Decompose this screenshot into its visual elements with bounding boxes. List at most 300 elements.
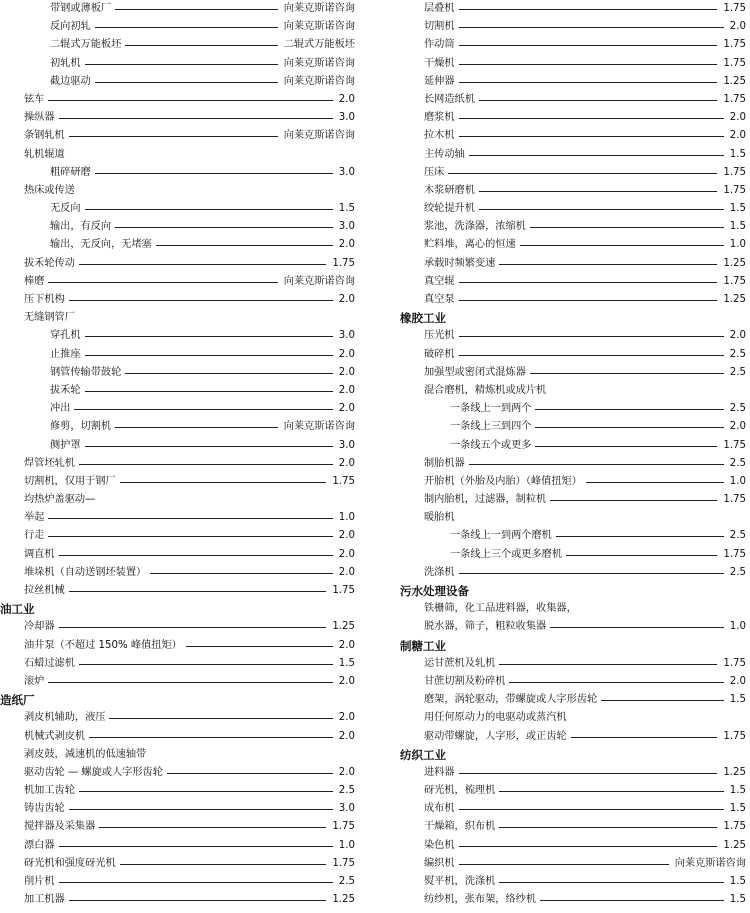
leader-line xyxy=(469,155,724,156)
table-row xyxy=(0,618,355,636)
service-factor-value: 2.0 xyxy=(727,673,746,691)
item-label: 铁栅筛，化工品进料器，收集器， xyxy=(424,603,577,615)
service-factor-value: 1.0 xyxy=(336,837,355,855)
item-label: 洗涤机 xyxy=(424,566,455,578)
table-row xyxy=(0,364,355,382)
leader-line xyxy=(499,264,717,265)
item-label: 一条线五个或更多 xyxy=(450,439,532,451)
item-label: 暖胎机 xyxy=(424,512,455,524)
leader-line xyxy=(459,773,718,774)
leader-line xyxy=(459,118,724,119)
item-label: 冷却器 xyxy=(24,621,55,633)
item-label: 脱水器，筛子，粗粒收集器 xyxy=(424,621,547,633)
table-row xyxy=(400,255,746,273)
service-factor-value: 1.25 xyxy=(720,255,746,273)
item-label: 纺纱机，张布架，络纱机 xyxy=(424,894,537,906)
service-factor-value: 1.75 xyxy=(720,728,746,746)
table-row xyxy=(0,36,355,54)
leader-line xyxy=(59,882,333,883)
leader-line xyxy=(115,427,278,428)
service-factor-value: 2.0 xyxy=(336,382,355,400)
table-row xyxy=(400,327,746,345)
table-row xyxy=(400,400,746,418)
leader-line xyxy=(99,827,326,828)
item-label: 主传动轴 xyxy=(424,148,465,160)
leader-line xyxy=(156,245,333,246)
item-label: 贮料堆，离心的恒速 xyxy=(424,239,516,251)
service-factor-value: 1.5 xyxy=(727,873,746,891)
item-label: 均热炉盖驱动— xyxy=(24,494,96,506)
table-row xyxy=(400,91,746,109)
leader-line xyxy=(48,536,332,537)
leader-line xyxy=(69,300,333,301)
service-factor-value: 向莱克斯诺咨询 xyxy=(281,0,355,18)
item-label: 制胎机器 xyxy=(424,457,465,469)
item-label: 拔禾轮 xyxy=(50,384,81,396)
table-row xyxy=(400,782,746,800)
table-row xyxy=(400,855,746,873)
item-label: 压下机构 xyxy=(24,294,65,305)
leader-line xyxy=(48,282,277,283)
item-label: 加强型或密闭式混炼器 xyxy=(424,366,526,378)
leader-line xyxy=(95,27,278,28)
item-label: 调直机 xyxy=(24,548,55,560)
service-factor-value: 3.0 xyxy=(336,164,355,182)
item-label: 钢管传输带鼓轮 xyxy=(50,366,122,378)
service-factor-value: 1.75 xyxy=(720,0,746,18)
leader-line xyxy=(79,791,333,792)
table-row xyxy=(400,73,746,91)
service-factor-value: 1.0 xyxy=(336,509,355,527)
leader-line xyxy=(48,518,332,519)
service-factor-value: 1.75 xyxy=(720,546,746,564)
leader-line xyxy=(79,264,326,265)
item-label: 铉车 xyxy=(24,93,45,105)
leader-line xyxy=(48,682,332,683)
table-row xyxy=(400,728,746,746)
item-label: 油井泵（不超过 150% 峰值扭矩） xyxy=(24,639,182,651)
service-factor-value: 1.5 xyxy=(336,655,355,673)
table-row xyxy=(0,655,355,673)
leader-line xyxy=(566,555,717,556)
table-row xyxy=(0,437,355,455)
service-factor-value: 向莱克斯诺咨询 xyxy=(281,18,355,36)
leader-line xyxy=(85,391,333,392)
service-factor-value: 1.75 xyxy=(720,182,746,200)
item-label: 砑光机和强度砑光机 xyxy=(24,857,116,869)
table-row xyxy=(400,218,746,236)
item-label: 修剪，切割机 xyxy=(50,421,112,433)
item-label: 压床 xyxy=(424,166,445,178)
table-row xyxy=(400,764,746,782)
leader-line xyxy=(459,809,724,810)
service-factor-value: 2.5 xyxy=(727,564,746,582)
service-factor-value: 1.75 xyxy=(720,818,746,836)
section-title: 油工业 xyxy=(0,602,35,617)
table-row xyxy=(400,364,746,382)
leader-line xyxy=(479,191,717,192)
table-row xyxy=(0,382,355,400)
leader-line xyxy=(85,446,333,447)
leader-line xyxy=(89,737,333,738)
leader-line xyxy=(59,118,333,119)
service-factor-value: 3.0 xyxy=(336,327,355,345)
service-factor-value: 2.0 xyxy=(336,400,355,418)
service-factor-value: 1.75 xyxy=(720,491,746,509)
service-factor-value: 2.5 xyxy=(727,346,746,364)
service-factor-value: 2.0 xyxy=(336,364,355,382)
item-label: 输出，无反向，无堵塞 xyxy=(50,239,152,251)
service-factor-value: 2.0 xyxy=(336,291,355,309)
table-row xyxy=(400,600,746,618)
table-row xyxy=(400,0,746,18)
item-label: 反向初轧 xyxy=(50,21,91,33)
leader-line xyxy=(459,864,669,865)
service-factor-value: 1.75 xyxy=(720,164,746,182)
service-factor-value: 3.0 xyxy=(336,437,355,455)
item-label: 长网造纸机 xyxy=(424,93,475,105)
item-label: 切割机，仅用于钢厂 xyxy=(24,475,116,487)
service-factor-value: 2.0 xyxy=(336,91,355,109)
leader-line xyxy=(479,100,717,101)
service-factor-value: 1.0 xyxy=(727,618,746,636)
leader-line xyxy=(459,573,724,574)
item-label: 磨架，涡轮驱动，带螺旋或人字形齿轮 xyxy=(424,694,598,706)
service-factor-value: 1.25 xyxy=(329,891,355,909)
table-row xyxy=(400,291,746,309)
right-column xyxy=(400,0,746,909)
leader-line xyxy=(459,82,718,83)
table-row xyxy=(400,437,746,455)
leader-line xyxy=(479,209,724,210)
service-factor-value: 1.75 xyxy=(329,582,355,600)
item-label: 一条线上三到四个 xyxy=(450,421,532,433)
leader-line xyxy=(95,82,278,83)
table-row xyxy=(400,837,746,855)
item-label: 运甘蔗机及轧机 xyxy=(424,657,496,669)
item-label: 干燥机 xyxy=(424,57,455,69)
service-factor-value: 2.0 xyxy=(336,709,355,727)
item-label: 穿孔机 xyxy=(50,330,81,342)
table-row xyxy=(0,418,355,436)
table-row xyxy=(0,782,355,800)
item-label: 石蜡过滤机 xyxy=(24,657,75,669)
service-factor-value: 2.5 xyxy=(727,455,746,473)
service-factor-value: 2.0 xyxy=(336,455,355,473)
service-factor-value: 2.5 xyxy=(336,782,355,800)
section-heading xyxy=(400,637,746,655)
item-label: 混合磨机，精炼机或成片机 xyxy=(424,384,547,396)
service-factor-value: 1.5 xyxy=(727,691,746,709)
table-row xyxy=(0,18,355,36)
service-factor-value: 1.75 xyxy=(329,255,355,273)
item-label: 行走 xyxy=(24,530,45,542)
item-label: 染色机 xyxy=(424,839,455,851)
leader-line xyxy=(85,336,333,337)
table-row xyxy=(400,418,746,436)
leader-line xyxy=(499,882,723,883)
service-factor-value: 1.75 xyxy=(329,473,355,491)
service-factor-value: 2.0 xyxy=(336,673,355,691)
item-label: 承载时频繁变速 xyxy=(424,257,496,269)
section-heading xyxy=(400,582,746,600)
table-row xyxy=(0,291,355,309)
section-heading xyxy=(0,691,355,709)
table-row xyxy=(400,491,746,509)
item-label: 截边驱动 xyxy=(50,75,91,87)
table-row xyxy=(400,164,746,182)
item-label: 一条线上一到两个磨机 xyxy=(450,530,552,542)
table-row xyxy=(0,564,355,582)
service-factor-value: 1.5 xyxy=(727,800,746,818)
leader-line xyxy=(95,173,333,174)
table-row xyxy=(0,400,355,418)
table-row xyxy=(0,309,355,327)
item-label: 无反向 xyxy=(50,203,81,215)
leader-line xyxy=(115,9,278,10)
leader-line xyxy=(535,427,723,428)
table-row xyxy=(400,873,746,891)
left-column xyxy=(0,0,355,909)
table-row xyxy=(0,455,355,473)
table-row xyxy=(0,127,355,145)
item-label: 压光机 xyxy=(424,330,455,342)
service-factor-value: 2.0 xyxy=(727,18,746,36)
item-label: 切割机 xyxy=(424,21,455,33)
service-factor-value: 3.0 xyxy=(336,218,355,236)
table-row xyxy=(400,618,746,636)
item-label: 层叠机 xyxy=(424,3,455,14)
leader-line xyxy=(59,846,333,847)
leader-line xyxy=(499,664,717,665)
leader-line xyxy=(69,809,333,810)
leader-line xyxy=(530,373,724,374)
item-label: 举起 xyxy=(24,512,45,524)
service-factor-value: 1.5 xyxy=(727,200,746,218)
service-factor-value: 2.0 xyxy=(727,418,746,436)
table-row xyxy=(0,200,355,218)
leader-line xyxy=(167,773,333,774)
leader-line xyxy=(459,282,718,283)
item-label: 用任何原动力的电驱动或蒸汽机 xyxy=(424,712,567,724)
table-row xyxy=(0,728,355,746)
table-row xyxy=(0,164,355,182)
item-label: 干燥箱，织布机 xyxy=(424,821,496,833)
item-label: 拔禾轮传动 xyxy=(24,257,75,269)
leader-line xyxy=(459,300,718,301)
service-factor-value: 2.0 xyxy=(336,564,355,582)
section-title: 造纸厂 xyxy=(0,693,35,708)
item-label: 延伸器 xyxy=(424,75,455,87)
service-factor-value: 1.75 xyxy=(720,273,746,291)
table-row xyxy=(0,582,355,600)
service-factor-value: 1.5 xyxy=(727,891,746,909)
table-row xyxy=(0,146,355,164)
item-label: 冲出 xyxy=(50,403,71,415)
item-label: 进料器 xyxy=(424,766,455,778)
service-factor-value: 3.0 xyxy=(336,109,355,127)
item-label: 开胎机（外胎及内胎）（峰值扭矩） xyxy=(424,475,582,487)
section-heading xyxy=(400,309,746,327)
table-row xyxy=(0,837,355,855)
leader-line xyxy=(85,64,278,65)
item-label: 漂白器 xyxy=(24,839,55,851)
service-factor-value: 向莱克斯诺咨询 xyxy=(281,73,355,91)
item-label: 止推座 xyxy=(50,348,81,360)
leader-line xyxy=(150,573,333,574)
leader-line xyxy=(125,45,277,46)
leader-line xyxy=(459,27,724,28)
table-row xyxy=(0,709,355,727)
section-title: 纺织工业 xyxy=(400,747,446,762)
leader-line xyxy=(125,373,332,374)
service-factor-value: 二辊式万能板坯 xyxy=(281,36,355,54)
leader-line xyxy=(85,209,333,210)
leader-line xyxy=(550,500,717,501)
table-row xyxy=(0,491,355,509)
item-label: 棒磨 xyxy=(24,275,45,287)
leader-line xyxy=(469,464,724,465)
leader-line xyxy=(499,827,717,828)
leader-line xyxy=(535,446,717,447)
leader-line xyxy=(459,846,718,847)
item-label: 焊管坯轧机 xyxy=(24,457,75,469)
section-title: 制糖工业 xyxy=(400,638,446,653)
table-row xyxy=(0,346,355,364)
section-title: 橡胶工业 xyxy=(400,311,446,326)
item-label: 木浆研磨机 xyxy=(424,184,475,196)
item-label: 初轧机 xyxy=(50,57,81,69)
section-title: 污水处理设备 xyxy=(400,584,469,598)
table-row xyxy=(0,746,355,764)
leader-line xyxy=(459,355,724,356)
table-row xyxy=(400,182,746,200)
item-label: 无缝钢管厂 xyxy=(24,312,75,324)
table-row xyxy=(400,455,746,473)
item-label: 真空泵 xyxy=(424,294,455,305)
leader-line xyxy=(79,664,333,665)
service-factor-value: 2.0 xyxy=(336,546,355,564)
table-row xyxy=(400,709,746,727)
table-row xyxy=(400,273,746,291)
leader-line xyxy=(69,591,327,592)
service-factor-value: 1.25 xyxy=(720,837,746,855)
table-row xyxy=(400,382,746,400)
service-factor-value: 1.75 xyxy=(329,855,355,873)
section-heading xyxy=(400,746,746,764)
leader-line xyxy=(115,227,333,228)
service-factor-value: 2.0 xyxy=(336,637,355,655)
table-row xyxy=(0,509,355,527)
table-row xyxy=(0,55,355,73)
leader-line xyxy=(459,136,724,137)
table-row xyxy=(0,255,355,273)
table-row xyxy=(0,91,355,109)
item-label: 滚炉 xyxy=(24,675,45,687)
leader-line xyxy=(530,227,724,228)
service-factor-value: 1.0 xyxy=(727,473,746,491)
leader-line xyxy=(550,627,724,628)
table-row xyxy=(400,146,746,164)
leader-line xyxy=(556,536,724,537)
item-label: 二辊式万能板坯 xyxy=(50,39,122,51)
service-factor-value: 1.75 xyxy=(720,55,746,73)
table-row xyxy=(400,18,746,36)
table-row xyxy=(0,637,355,655)
service-factor-value: 向莱克斯诺咨询 xyxy=(281,55,355,73)
service-factor-value: 1.0 xyxy=(727,236,746,254)
leader-line xyxy=(520,245,724,246)
item-label: 驱动带螺旋，人字形，或正齿轮 xyxy=(424,730,567,742)
service-factor-value: 向莱克斯诺咨询 xyxy=(672,855,746,873)
leader-line xyxy=(499,791,723,792)
item-label: 加工机器 xyxy=(24,894,65,906)
service-factor-value: 2.5 xyxy=(727,364,746,382)
service-factor-value: 1.75 xyxy=(720,655,746,673)
leader-line xyxy=(74,409,332,410)
service-factor-value: 向莱克斯诺咨询 xyxy=(281,127,355,145)
table-row xyxy=(0,0,355,18)
table-row xyxy=(0,327,355,345)
service-factor-value: 1.25 xyxy=(720,73,746,91)
item-label: 砑光机，梳理机 xyxy=(424,785,496,797)
item-label: 作动筒 xyxy=(424,39,455,51)
leader-line xyxy=(601,700,724,701)
table-row xyxy=(400,691,746,709)
leader-line xyxy=(459,64,718,65)
item-label: 侧护罩 xyxy=(50,439,81,451)
item-label: 制内胎机，过滤器，制粒机 xyxy=(424,494,547,506)
table-row xyxy=(0,855,355,873)
leader-line xyxy=(586,482,724,483)
service-factor-value: 1.25 xyxy=(720,764,746,782)
item-label: 编织机 xyxy=(424,857,455,869)
leader-line xyxy=(186,646,333,647)
item-label: 铸齿齿轮 xyxy=(24,803,65,815)
leader-line xyxy=(48,100,332,101)
table-row xyxy=(400,200,746,218)
table-row xyxy=(0,527,355,545)
service-factor-value: 1.75 xyxy=(329,818,355,836)
table-row xyxy=(0,818,355,836)
leader-line xyxy=(459,336,724,337)
service-factor-value: 2.0 xyxy=(727,109,746,127)
leader-line xyxy=(540,900,724,901)
service-factor-value: 1.5 xyxy=(727,782,746,800)
item-label: 输出，有反向 xyxy=(50,221,112,233)
item-label: 削片机 xyxy=(24,876,55,887)
item-label: 操纵器 xyxy=(24,112,55,124)
table-row xyxy=(400,655,746,673)
service-factor-value: 向莱克斯诺咨询 xyxy=(281,273,355,291)
item-label: 机加工齿轮 xyxy=(24,785,75,797)
table-row xyxy=(400,673,746,691)
table-row xyxy=(400,818,746,836)
service-factor-value: 1.75 xyxy=(720,36,746,54)
table-row xyxy=(400,564,746,582)
item-label: 驱动齿轮 — 螺旋或人字形齿轮 xyxy=(24,766,163,778)
item-label: 浆池，洗涤器，浓缩机 xyxy=(424,221,526,233)
table-row xyxy=(0,109,355,127)
service-factor-value: 2.0 xyxy=(336,728,355,746)
item-label: 热床或传送 xyxy=(24,184,75,196)
item-label: 甘蔗切割及粉碎机 xyxy=(424,675,506,687)
service-factor-value: 2.0 xyxy=(336,346,355,364)
table-row xyxy=(0,673,355,691)
service-factor-value: 1.75 xyxy=(720,437,746,455)
item-label: 机械式剥皮机 xyxy=(24,730,86,742)
leader-line xyxy=(509,682,723,683)
